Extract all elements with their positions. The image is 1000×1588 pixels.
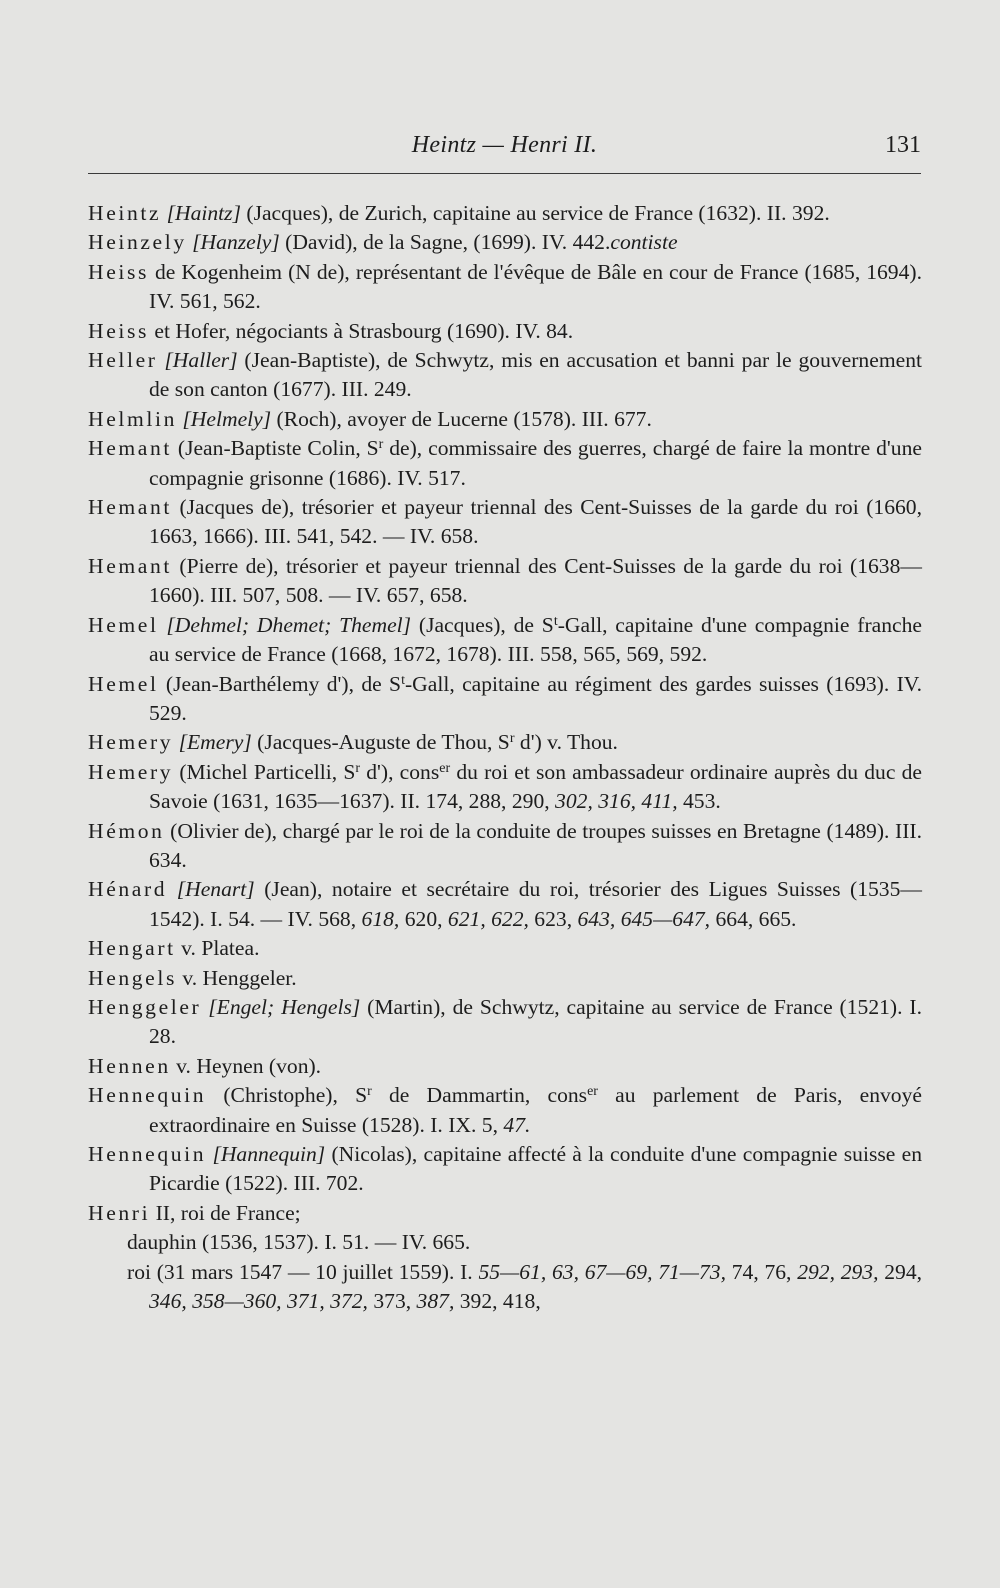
entry-text: (1699). IV. 442.: [473, 230, 611, 255]
index-entry: [88, 817, 922, 876]
index-entry: [88, 1052, 922, 1081]
entry-name: Hengart: [88, 936, 176, 961]
entry-text: d'), cons: [360, 759, 440, 784]
entry-text: (Jacques-Auguste de Thou, S: [251, 730, 510, 755]
superscript: r: [367, 1084, 372, 1100]
entry-text: -Gall, capitaine d'une compagnie franche au service de France (1668, 1672, 1678). III. 558, 565, 569, 592.: [149, 612, 922, 667]
entry-name: Helmlin: [88, 406, 177, 431]
index-subentry: [88, 1258, 922, 1317]
running-title: Heintz — Henri II.: [411, 132, 598, 158]
entry-text: (Jean-Barthélemy d'), de S: [158, 671, 402, 696]
entry-text: (Jean), notaire et secrétaire du roi, trésorier des Ligues Suisses (1535—1542). I. 54. — IV. 568,: [149, 877, 922, 931]
entry-text: contiste: [610, 230, 678, 255]
index-entry: [88, 875, 922, 934]
index-entry: [88, 228, 922, 257]
entry-text: de), commissaire des guerres, chargé de faire la montre d'une compagnie grisonne (1686). IV. 517.: [149, 436, 922, 490]
entry-text: (Nicolas), capitaine affecté à la conduite d'une compagnie suisse en Picardie (1522). III. 702.: [149, 1142, 922, 1196]
index-subentry: [88, 1228, 922, 1257]
entry-variant: [Hanzely]: [192, 230, 280, 255]
entry-name: Hemel: [88, 671, 159, 696]
index-entry: [88, 552, 922, 611]
index-entry: [88, 493, 922, 552]
entry-name: Hennequin: [88, 1142, 207, 1166]
entry-text: dauphin (1536, 1537). I. 51. — IV. 665.: [127, 1230, 471, 1255]
entry-variant: [Helmely]: [182, 406, 272, 431]
entry-text: (David), de la Sagne,: [279, 230, 474, 255]
index-entry: [88, 405, 922, 434]
index-entry: [88, 964, 922, 993]
entry-text: 664, 665.: [710, 906, 797, 931]
entry-text: de Dammartin, cons: [371, 1083, 588, 1108]
entry-name: Hemant: [88, 436, 172, 461]
entry-text: d') v. Thou.: [514, 730, 618, 755]
index-entry: [88, 934, 922, 963]
entry-text: (Jacques de), trésorier et payeur triennal des Cent-Suisses de la garde du roi (1660, 1663, 1666). III. 541, 542. — IV. 658.: [149, 495, 922, 549]
entry-name: Henggeler: [88, 994, 202, 1019]
entry-text: (Pierre de), trésorier et payeur triennal des Cent-Suisses de la garde du roi (1638—1660). III. 507, 508. — IV. 657, 658.: [149, 553, 922, 608]
page-number: 131: [885, 132, 921, 158]
entry-text: roi (31 mars 1547 — 10 juillet 1559). I.: [127, 1259, 479, 1284]
entry-text: 453.: [677, 789, 721, 814]
entry-text: 623,: [528, 906, 578, 931]
index-entry: [88, 1081, 922, 1140]
superscript: r: [509, 731, 515, 747]
entry-name: Heinzely: [88, 230, 187, 255]
entry-text: (Michel Particelli, S: [173, 759, 356, 784]
index-entry: [88, 611, 922, 670]
entry-text: 302, 316, 411,: [555, 789, 678, 814]
superscript: r: [355, 760, 361, 776]
entry-text: (Jean-Baptiste Colin, S: [171, 436, 379, 461]
entry-name: Hémon: [88, 818, 165, 843]
entry-name: Hennen: [88, 1053, 171, 1078]
entry-text: (Roch), avoyer de Lucerne (1578). III. 677.: [271, 406, 652, 431]
superscript: r: [378, 437, 384, 453]
entry-text: (Christophe), S: [206, 1083, 368, 1108]
index-entry: [88, 346, 922, 405]
entry-name: Hénard: [88, 877, 168, 902]
entry-text: au parlement de Paris, envoyé extraordinaire en Suisse (1528). I. IX. 5,: [149, 1083, 922, 1137]
entry-text: 621, 622,: [447, 906, 529, 931]
entry-text: 387,: [416, 1289, 455, 1314]
entry-text: 618,: [361, 906, 400, 931]
entry-text: -Gall, capitaine au régiment des gardes suisses (1693). IV. 529.: [149, 671, 922, 725]
entry-name: Heiss: [88, 259, 149, 284]
entry-text: 392, 418,: [454, 1289, 541, 1314]
entry-variant: [Engel; Hengels]: [208, 994, 361, 1019]
entry-variant: [Henart]: [176, 877, 255, 902]
entry-text: II, roi de France;: [150, 1200, 301, 1225]
entry-text: 373,: [367, 1289, 417, 1314]
entry-text: (Jean-Baptiste), de Schwytz, mis en accusation et banni par le gouvernement de son canton (1677). III. 249.: [149, 348, 922, 402]
entry-name: Hemery: [88, 759, 174, 784]
entry-text: 74, 76,: [726, 1259, 798, 1284]
entry-name: Hemant: [88, 553, 172, 578]
entry-text: (Jacques), de S: [411, 612, 554, 637]
entry-variant: [Haintz]: [166, 201, 241, 225]
entry-variant: [Hannequin]: [212, 1142, 326, 1166]
index-entry: [88, 728, 922, 757]
index-entry: [88, 434, 922, 493]
entry-text: du roi et son ambassadeur ordinaire auprès du duc de Savoie (1631, 1635—1637). II. 174, 288, 290,: [149, 759, 922, 814]
index-entry: [88, 1199, 922, 1228]
index-entry: [88, 670, 922, 729]
entry-text: 294,: [878, 1259, 923, 1284]
superscript: er: [439, 760, 451, 776]
entry-text: v. Platea.: [175, 936, 260, 961]
entry-name: Henri: [88, 1200, 151, 1225]
entry-name: Hemery: [88, 730, 174, 755]
entry-name: Hengels: [88, 965, 177, 990]
index-entry: [88, 758, 922, 817]
header-rule: [88, 173, 921, 174]
superscript: t: [553, 613, 558, 629]
index-entry: [88, 199, 922, 228]
entry-variant: [Dehmel; Dhemet; Themel]: [166, 612, 412, 637]
index-entries: [88, 199, 922, 1316]
entry-text: v. Heynen (von).: [170, 1053, 322, 1078]
superscript: er: [587, 1084, 598, 1100]
index-entry: [88, 317, 922, 346]
entry-text: 346, 358—360, 371, 372,: [149, 1289, 368, 1314]
entry-name: Heller: [88, 348, 158, 373]
index-entry: [88, 993, 922, 1052]
entry-text: 47.: [503, 1112, 531, 1137]
entry-text: (Olivier de), chargé par le roi de la conduite de troupes suisses en Bretagne (1489). III. 634.: [149, 818, 922, 872]
entry-text: 292, 293,: [797, 1259, 879, 1284]
entry-name: Hemant: [88, 495, 172, 520]
page-header: [88, 132, 921, 172]
entry-name: Heintz: [88, 201, 162, 225]
entry-name: Hemel: [88, 612, 159, 637]
entry-name: Hennequin: [88, 1083, 207, 1108]
entry-text: de Kogenheim (N de), représentant de l'évêque de Bâle en cour de France (1685, 1694). IV. 561, 562.: [149, 259, 922, 314]
entry-name: Heiss: [88, 318, 149, 343]
entry-text: (Jacques), de Zurich, capitaine au service de France (1632). II. 392.: [240, 201, 830, 225]
index-entry: [88, 1140, 922, 1199]
entry-variant: [Emery]: [178, 730, 252, 755]
entry-text: v. Henggeler.: [176, 965, 297, 990]
entry-text: 620,: [399, 906, 448, 931]
entry-text: et Hofer, négociants à Strasbourg (1690). IV. 84.: [149, 318, 574, 343]
superscript: t: [401, 672, 405, 688]
entry-variant: [Haller]: [164, 348, 238, 373]
entry-text: (Martin), de Schwytz, capitaine au service de France (1521). I. 28.: [149, 994, 922, 1049]
index-entry: [88, 258, 922, 317]
entry-text: 643, 645—647,: [577, 906, 711, 931]
entry-text: 55—61, 63, 67—69, 71—73,: [478, 1259, 726, 1284]
